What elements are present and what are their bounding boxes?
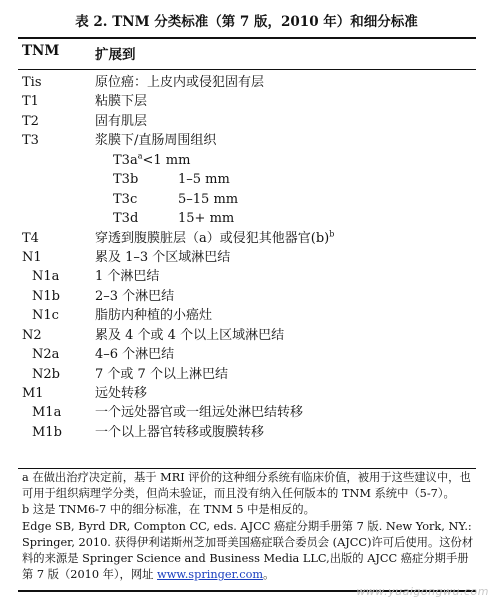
extent-cell — [95, 248, 230, 267]
extent-cell — [95, 112, 147, 131]
table-row — [0, 267, 493, 286]
subcategory-code: T3d — [113, 211, 139, 227]
extent-cell — [95, 345, 174, 364]
depth-value: 15+ mm — [178, 211, 235, 227]
footnote-marker: b — [329, 229, 335, 239]
subcategory-label — [113, 190, 137, 209]
table-row — [0, 92, 493, 111]
footnote-a: a 在做出治疗决定前，基于 MRI 评价的这种细分系统有临床价值，被用于这些建议中，也可用于组织病理学分类，但尚未验证，而且没有纳入任何版本的 TNM 系统中（5-7）。 — [22, 471, 471, 501]
extent-cell — [95, 131, 216, 150]
extent-text: 穿透到腹膜脏层（a）或侵犯其他器官(b) — [95, 230, 330, 246]
tnm-category: N1c — [32, 308, 59, 324]
tnm-category: N1 — [22, 249, 42, 265]
header-extent: 扩展到 — [95, 47, 136, 63]
table-title: 表 2. TNM 分类标准（第 7 版，2010 年）和细分标准 — [75, 14, 418, 30]
table-body — [0, 73, 493, 442]
watermark: www.yuaigongwu.com — [356, 585, 489, 598]
extent-text: 浆膜下/直肠周围组织 — [95, 133, 217, 149]
extent-text: 一个远处器官或一组远处淋巴结转移 — [95, 405, 304, 421]
table-row — [0, 306, 493, 325]
extent-cell — [95, 267, 159, 286]
extent-text: 远处转移 — [95, 386, 148, 401]
table-row — [0, 248, 493, 267]
extent-cell — [95, 287, 174, 306]
header-rule — [18, 69, 476, 70]
source-end: 。 — [263, 568, 275, 582]
extent-cell — [95, 384, 147, 403]
table-row — [0, 190, 493, 209]
tnm-category: N1a — [32, 269, 60, 285]
table-row — [0, 423, 493, 442]
table-row — [0, 73, 493, 92]
tnm-category: N2b — [32, 366, 60, 382]
extent-text: 脂肪内种植的小癌灶 — [95, 308, 213, 324]
subcategory-label — [113, 209, 138, 228]
depth-value: 5–15 mm — [178, 191, 239, 207]
subcategory-code: T3b — [113, 172, 139, 188]
top-rule — [18, 37, 476, 39]
depth-value: <1 mm — [142, 152, 191, 168]
extent-text: 1 个淋巴结 — [95, 269, 160, 285]
table-row — [0, 384, 493, 403]
table-row — [0, 403, 493, 422]
footnotes — [22, 470, 474, 583]
extent-cell — [95, 92, 147, 111]
subcategory-code: T3a — [113, 152, 138, 168]
footnote-b: b 这是 TNM6-7 中的细分标准，在 TNM 5 中是相反的。 — [22, 503, 315, 517]
extent-cell — [95, 403, 303, 422]
table-row — [0, 326, 493, 345]
extent-cell — [95, 73, 264, 92]
table-row — [0, 229, 493, 248]
springer-link[interactable]: www.springer.com — [157, 568, 264, 582]
subcategory-code: T3c — [113, 191, 138, 207]
extent-cell — [95, 229, 334, 248]
extent-text: 一个以上器官转移或腹膜转移 — [95, 424, 265, 440]
table-row — [0, 345, 493, 364]
source-note — [22, 519, 474, 584]
subcategory-label — [113, 170, 138, 189]
table-row — [0, 287, 493, 306]
notes-rule — [18, 468, 476, 469]
subcategory-label — [113, 151, 190, 170]
tnm-category: M1b — [32, 424, 62, 440]
tnm-category: T4 — [22, 230, 39, 246]
table-row — [0, 112, 493, 131]
table-row — [0, 151, 493, 170]
extent-text: 固有肌层 — [95, 113, 148, 129]
tnm-category: Tis — [22, 75, 42, 90]
extent-text: 原位癌：上皮内或侵犯固有层 — [95, 75, 265, 90]
footnote-marker: a — [137, 151, 143, 161]
table-row — [0, 209, 493, 228]
extent-text: 2–3 个淋巴结 — [95, 288, 175, 304]
depth-value: 1–5 mm — [178, 172, 230, 188]
table-row — [0, 131, 493, 150]
tnm-category: N2a — [32, 347, 60, 363]
extent-cell — [95, 365, 228, 384]
extent-text: 7 个或 7 个以上淋巴结 — [95, 366, 228, 382]
tnm-category: T3 — [22, 133, 39, 149]
table-row — [0, 170, 493, 189]
table-row — [0, 365, 493, 384]
extent-cell — [95, 306, 212, 325]
extent-text: 粘膜下层 — [95, 94, 148, 110]
header-tnm: TNM — [22, 43, 60, 59]
extent-cell — [95, 326, 284, 345]
extent-text: 累及 4 个或 4 个以上区域淋巴结 — [95, 327, 285, 343]
tnm-category: M1 — [22, 386, 44, 401]
tnm-category: M1a — [32, 405, 62, 421]
extent-cell — [95, 423, 264, 442]
source-text: Edge SB, Byrd DR, Compton CC, eds. AJCC 癌症分期手册第 7 版. New York, NY.: Springer, 2010. 获得伊利诺斯州芝加哥美国癌症联合委员会 (AJCC)许可后使用。这份材料的来源是 Springer Science and Business Media LLC,出版的 AJCC 癌症分期手册第 7 版（2010 年），网址 — [22, 519, 474, 582]
tnm-category: N2 — [22, 327, 42, 343]
tnm-category: T1 — [22, 94, 39, 110]
tnm-category: N1b — [32, 288, 60, 304]
extent-text: 4–6 个淋巴结 — [95, 347, 175, 363]
extent-text: 累及 1–3 个区域淋巴结 — [95, 249, 231, 265]
tnm-category: T2 — [22, 113, 39, 129]
